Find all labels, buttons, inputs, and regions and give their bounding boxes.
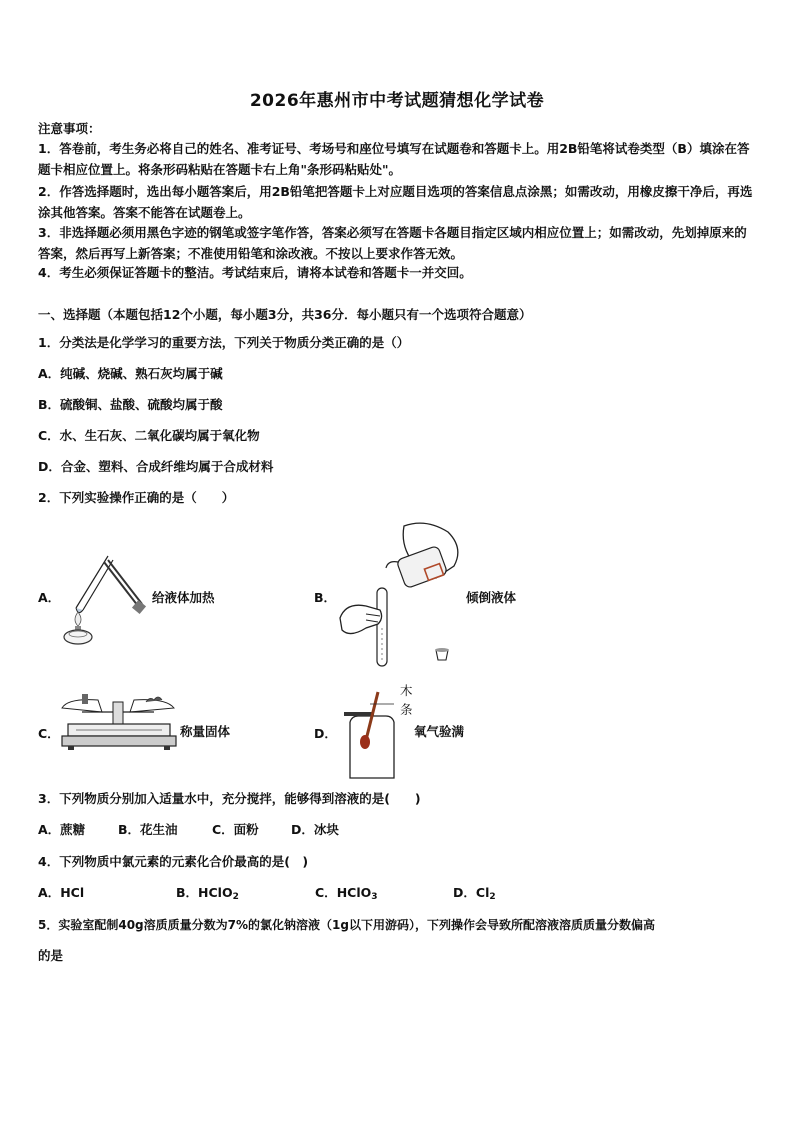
q4-option-a (38, 885, 84, 901)
q4-option-b (176, 885, 239, 905)
wood-stick-label-2: 条 (400, 702, 413, 717)
q2-option-c-letter: C． (38, 726, 60, 741)
q2-option-d-caption: 氧气验满 (414, 724, 465, 739)
q4-option-d (453, 885, 496, 905)
q5-stem-line1: 5．实验室配制40g溶质质量分数为7%的氯化钠溶液（1g以下用游码），下列操作会导致所配溶液溶质质量分数偏高 (38, 918, 655, 932)
q3-option-b: B．花生油 (118, 822, 178, 837)
q4-option-c (315, 885, 378, 905)
oxygen-test-figure (340, 690, 404, 782)
q2-option-a-letter: A． (38, 590, 61, 605)
q4-option-c-sub: 3 (371, 892, 378, 902)
section-heading: 一、选择题（本题包括12个小题，每小题3分，共36分．每小题只有一个选项符合题意） (38, 307, 532, 322)
q4-option-d-formula: Cl (475, 885, 490, 900)
q2-option-d-letter: D． (314, 726, 337, 741)
q1-option-d: D．合金、塑料、合成纤维均属于合成材料 (38, 459, 274, 474)
q4-option-d-sub: 2 (489, 892, 496, 902)
q4-option-b-formula: HClO (198, 885, 233, 900)
q2-option-b-caption: 倾倒液体 (466, 590, 517, 605)
q4-option-d-letter: D． (453, 885, 476, 900)
q3-option-c: C．面粉 (212, 822, 259, 837)
q4-option-b-sub: 2 (232, 892, 239, 902)
q3-option-a: A．蔗糖 (38, 822, 86, 837)
q1-stem: 1．分类法是化学学习的重要方法，下列关于物质分类正确的是（） (38, 335, 410, 350)
page-title: 2026年惠州市中考试题猜想化学试卷 (249, 91, 545, 111)
q2-stem: 2．下列实验操作正确的是（ ） (38, 490, 235, 505)
q4-option-c-formula: HClO (336, 885, 372, 900)
notice-item-2: 2．作答选择题时，选出每小题答案后，用2B铅笔把答题卡上对应题目选项的答案信息点涂黑；如需改动，用橡皮擦干净后，再选涂其他答案。答案不能答在试题卷上。 (38, 184, 753, 220)
q4-option-c-letter: C． (315, 885, 337, 900)
q1-option-c: C．水、生石灰、二氧化碳均属于氧化物 (38, 428, 260, 443)
notice-item-1: 1．答卷前，考生务必将自己的姓名、准考证号、考场号和座位号填写在试题卷和答题卡上。用2B铅笔将试卷类型（B）填涂在答题卡相应位置上。将条形码粘贴在答题卡右上角"条形码粘贴处"。 (38, 141, 750, 177)
notice-item-4: 4．考生必须保证答题卡的整洁。考试结束后，请将本试卷和答题卡一并交回。 (38, 265, 472, 280)
q3-option-d: D．冰块 (291, 822, 339, 837)
heating-liquid-figure (58, 550, 154, 646)
notice-heading: 注意事项： (38, 121, 101, 136)
q2-option-c-caption: 称量固体 (180, 724, 231, 739)
notice-item-3: 3．非选择题必须用黑色字迹的钢笔或签字笔作答，答案必须写在答题卡各题目指定区域内相应位置上；如需改动，先划掉原来的答案，然后再写上新答案；不准使用铅笔和涂改液。不按以上要求作答无效。 (38, 225, 747, 261)
q2-option-b-letter: B． (314, 590, 337, 605)
q3-stem: 3．下列物质分别加入适量水中，充分搅拌，能够得到溶液的是( ) (38, 791, 421, 806)
q1-option-a: A．纯碱、烧碱、熟石灰均属于碱 (38, 366, 223, 381)
q4-option-b-letter: B． (176, 885, 199, 900)
q2-option-a-caption: 给液体加热 (152, 590, 215, 605)
q1-option-b: B．硫酸铜、盐酸、硫酸均属于酸 (38, 397, 223, 412)
pouring-liquid-figure (336, 518, 466, 668)
wood-stick-label-1: 木 (400, 683, 413, 698)
q5-stem-line2: 的是 (38, 948, 64, 963)
balance-figure (58, 688, 180, 750)
q4-option-a-formula: HCl (60, 885, 85, 900)
q4-stem: 4．下列物质中氯元素的元素化合价最高的是( ) (38, 854, 309, 869)
q4-option-a-letter: A． (38, 885, 61, 900)
